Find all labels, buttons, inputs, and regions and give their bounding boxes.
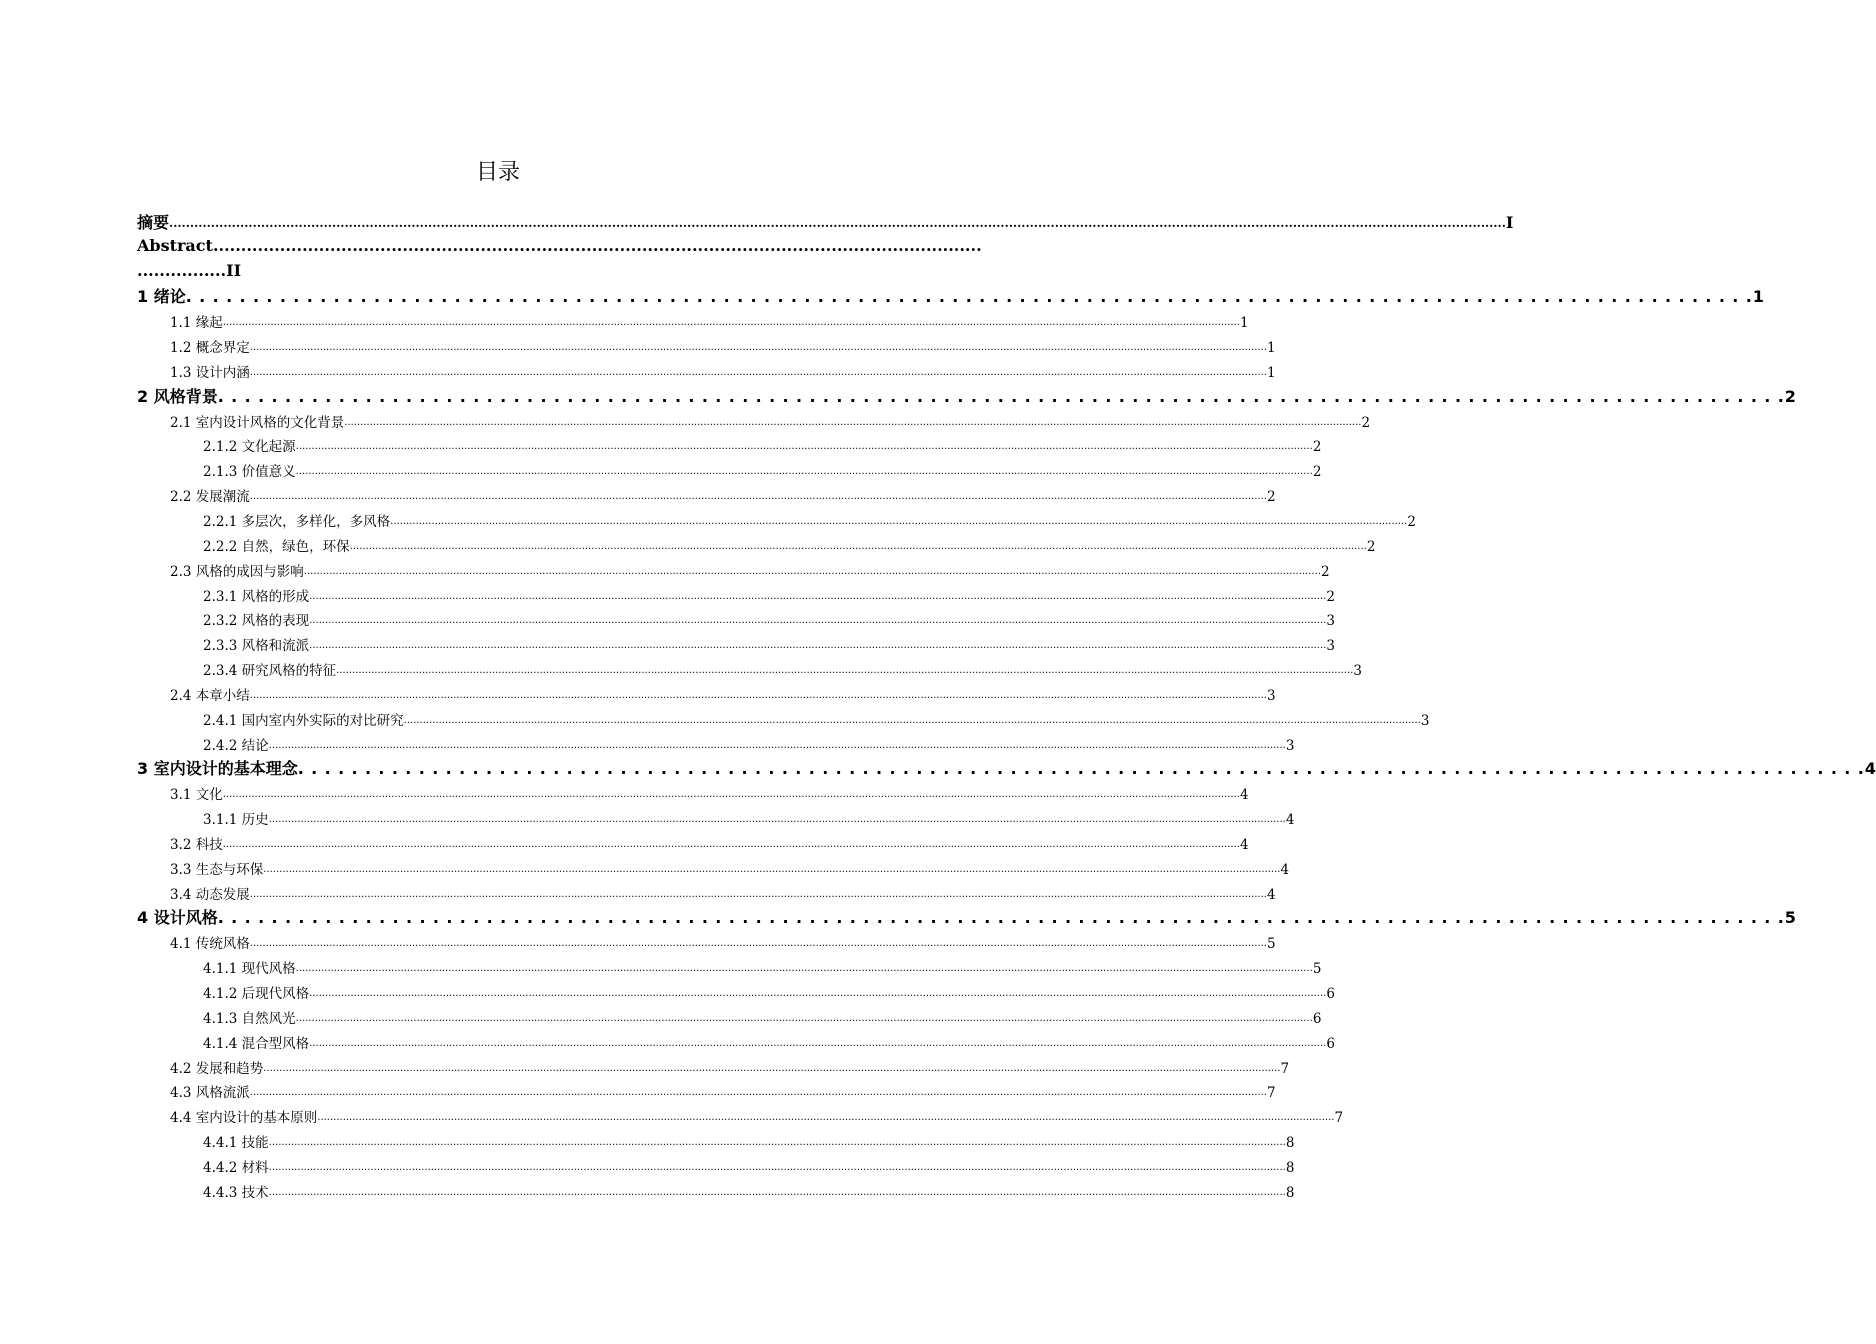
dot-leader [390, 512, 1407, 532]
toc-entry-title: 2.3.1 风格的形成 [203, 588, 310, 605]
toc-entry-page: 1 [1266, 364, 1276, 381]
toc-entry[interactable] [137, 408, 1371, 433]
dot-leader [250, 487, 1267, 507]
dot-leader [309, 611, 1326, 631]
toc-entry-page: 7 [1334, 1110, 1344, 1127]
dot-leader [223, 835, 1240, 855]
dot-leader [296, 462, 1313, 482]
toc-entry-title: 4.1 传统风格 [170, 936, 250, 953]
toc-entry-title: 4.2 发展和趋势 [170, 1060, 264, 1077]
toc-entry[interactable] [137, 507, 1416, 532]
toc-entry-title: 2.1.3 价值意义 [203, 464, 296, 481]
toc-entry-page: II [226, 260, 242, 280]
toc-entry[interactable] [137, 582, 1335, 607]
toc-entry[interactable] [137, 607, 1335, 632]
toc-entry[interactable] [137, 756, 1876, 781]
toc-entry-page: 2 [1326, 588, 1335, 605]
toc-entry-title: 3.1.1 历史 [203, 812, 269, 829]
toc-entry[interactable] [137, 805, 1295, 830]
toc-entry-page: 2 [1320, 563, 1330, 580]
toc-entry-page: 2 [1784, 386, 1796, 406]
dot-leader [317, 1108, 1334, 1128]
toc-entry-page: 3 [1420, 712, 1430, 729]
toc-entry-title: Abstract [137, 235, 213, 255]
toc-entry-title: 3.4 动态发展 [170, 886, 250, 903]
toc-entries [137, 284, 1876, 1203]
toc-entry-page: 2 [1366, 538, 1376, 555]
toc-entry[interactable] [137, 433, 1322, 458]
toc-entry-title: 2.4.2 结论 [203, 737, 269, 754]
toc-entry-page: 1 [1266, 340, 1276, 357]
toc-entry[interactable] [137, 880, 1276, 905]
toc-entry-title: 2.1 室内设计风格的文化背景 [170, 414, 345, 431]
toc-entry-page: 6 [1326, 1035, 1335, 1052]
toc-entry-title: 2.4.1 国内室内外实际的对比研究 [203, 712, 404, 729]
toc-entry-title: 4.4.1 技能 [203, 1135, 269, 1152]
toc-entry[interactable] [137, 333, 1276, 358]
toc-entry-page: 8 [1285, 1135, 1295, 1152]
toc-entry-title: 3.2 科技 [170, 836, 223, 853]
toc-entry-page: 1 [1239, 315, 1249, 332]
toc-entry-title: 3 室内设计的基本理念 [137, 759, 298, 779]
dot-leader [269, 736, 1286, 756]
dot-leader-tail: ................ [137, 260, 227, 280]
toc-entry-page: 2 [1312, 464, 1322, 481]
toc-entry[interactable] [137, 1079, 1276, 1104]
toc-entry-title: 2.3 风格的成因与影响 [170, 563, 304, 580]
toc-entry-title: 2.3.2 风格的表现 [203, 613, 310, 630]
dot-leader [309, 1034, 1326, 1054]
toc-entry-page: 4 [1285, 812, 1295, 829]
toc-entry-title: 4 设计风格 [137, 908, 218, 928]
toc-entry-page: 2 [1361, 414, 1371, 431]
toc-entry-abstract-en[interactable] [137, 234, 982, 284]
toc-entry-page: 6 [1326, 986, 1335, 1002]
toc-entry-title: 3.1 文化 [170, 787, 223, 804]
dot-leader [269, 810, 1286, 830]
dot-leader [186, 286, 1753, 308]
toc-entry-page: 6 [1312, 1010, 1322, 1027]
toc-entry-title: 2.2 发展潮流 [170, 489, 250, 506]
dot-leader [296, 437, 1313, 457]
dot-leader [269, 1183, 1286, 1203]
toc-entry-page: 4 [1864, 759, 1876, 779]
dot-leader [269, 1158, 1286, 1178]
dot-leader [296, 959, 1313, 979]
toc-entry-title: 2.1.2 文化起源 [203, 439, 296, 456]
toc-entry[interactable] [137, 954, 1322, 979]
toc-entry-title: 4.1.3 自然风光 [203, 1010, 296, 1027]
toc-entry[interactable] [137, 1103, 1344, 1128]
dot-leader [404, 711, 1421, 731]
toc-entry[interactable] [137, 1029, 1335, 1054]
toc-entry-page: 3 [1266, 687, 1276, 704]
toc-entry-page: 5 [1266, 936, 1276, 953]
toc-entry[interactable] [137, 905, 1796, 930]
dot-leader [269, 1133, 1286, 1153]
dot-leader [250, 934, 1267, 954]
toc-entry[interactable] [137, 383, 1796, 408]
toc-entry-title: 2.3.3 风格和流派 [203, 638, 310, 655]
dot-leader [296, 1009, 1313, 1029]
toc-entry-page: 3 [1326, 638, 1335, 655]
toc-entry-title: 4.4.3 技术 [203, 1184, 269, 1201]
toc-entry[interactable] [137, 706, 1430, 731]
toc-entry-page: 5 [1312, 961, 1322, 978]
toc-entry-title: 4.4 室内设计的基本原则 [170, 1110, 318, 1127]
toc-entry[interactable] [137, 1054, 1290, 1079]
toc-entry-page: I [1505, 212, 1514, 232]
dot-leader [350, 537, 1367, 557]
dot-leader [250, 363, 1267, 383]
toc-entry[interactable] [137, 979, 1335, 1004]
toc-entry[interactable] [137, 1153, 1295, 1178]
dot-leader [263, 1059, 1280, 1079]
toc-entry-title: 4.4.2 材料 [203, 1159, 269, 1176]
toc-entry-title: 摘要 [137, 212, 170, 232]
toc-entry-page: 5 [1784, 908, 1796, 928]
toc-entry-title: 2.2.2 自然，绿色，环保 [203, 538, 350, 555]
toc-entry-page: 8 [1285, 1184, 1295, 1201]
dot-leader [218, 386, 1785, 408]
dot-leader [250, 1083, 1267, 1103]
toc-entry[interactable] [137, 532, 1376, 557]
toc-entry-page: 3 [1285, 737, 1295, 754]
toc-entry-page: 3 [1326, 613, 1335, 630]
toc-entry-page: 7 [1280, 1060, 1290, 1077]
toc-entry-title: 4.1.4 混合型风格 [203, 1035, 310, 1052]
dot-leader [169, 212, 1506, 234]
toc-entry-title: 4.1.2 后现代风格 [203, 986, 310, 1002]
toc-entry-title: 1.1 缘起 [170, 315, 223, 332]
dot-leader [250, 338, 1267, 358]
page-title: 目录 [475, 160, 520, 185]
dot-leader [263, 860, 1280, 880]
toc-entry[interactable] [137, 656, 1362, 681]
toc-entry-page: 8 [1285, 1159, 1295, 1176]
toc-entry-page: 4 [1266, 886, 1276, 903]
dot-leader [298, 758, 1865, 780]
toc-entry[interactable] [137, 457, 1322, 482]
toc-entry[interactable] [137, 631, 1335, 656]
toc-entry-page: 2 [1312, 439, 1322, 456]
toc-entry-page: 7 [1266, 1085, 1276, 1102]
toc-entry-title: 2 风格背景 [137, 386, 218, 406]
toc-entry-page: 3 [1353, 663, 1362, 680]
toc-entry-page: 2 [1266, 489, 1276, 506]
dot-leader [250, 686, 1267, 706]
toc-entry-title: 1.2 概念界定 [170, 340, 250, 357]
toc-entry[interactable] [137, 308, 1249, 333]
toc-entry[interactable] [137, 780, 1249, 805]
dot-leader [304, 562, 1321, 582]
toc-entry[interactable] [137, 482, 1276, 507]
toc-entry[interactable] [137, 358, 1276, 383]
toc-entry[interactable] [137, 830, 1249, 855]
dot-leader [309, 984, 1326, 1004]
toc-entry-title: 3.3 生态与环保 [170, 861, 264, 878]
dot-leader [309, 587, 1326, 607]
table-of-contents [137, 209, 1876, 1203]
toc-entry-page: 4 [1239, 787, 1249, 804]
toc-entry-page: 4 [1239, 836, 1249, 853]
toc-entry-title: 2.2.1 多层次，多样化，多风格 [203, 513, 391, 530]
toc-entry[interactable] [137, 557, 1330, 582]
dot-leader [250, 885, 1267, 905]
toc-entry-title: 4.1.1 现代风格 [203, 961, 296, 978]
toc-entry-title: 2.3.4 研究风格的特征 [203, 663, 337, 680]
dot-leader [344, 413, 1361, 433]
dot-leader [223, 313, 1240, 333]
toc-entry[interactable] [137, 1004, 1322, 1029]
toc-entry[interactable] [137, 929, 1276, 954]
toc-entry-title: 4.3 风格流派 [170, 1085, 250, 1102]
toc-entry[interactable] [137, 855, 1290, 880]
toc-entry[interactable] [137, 681, 1276, 706]
toc-entry-title: 1.3 设计内涵 [170, 364, 250, 381]
toc-entry-page: 4 [1280, 861, 1290, 878]
toc-entry-abstract-cn[interactable] [137, 209, 1514, 234]
toc-entry[interactable] [137, 284, 1764, 309]
dot-leader: .......................................................................................................................................... [212, 235, 982, 255]
toc-entry-title: 1 绪论 [137, 287, 186, 307]
toc-entry[interactable] [137, 1178, 1295, 1203]
dot-leader [218, 907, 1785, 929]
toc-entry-page: 1 [1752, 287, 1764, 307]
dot-leader [223, 785, 1240, 805]
dot-leader [309, 636, 1326, 656]
toc-entry-title: 2.4 本章小结 [170, 687, 250, 704]
toc-entry-page: 2 [1407, 513, 1416, 530]
toc-entry[interactable] [137, 731, 1295, 756]
toc-entry[interactable] [137, 1128, 1295, 1153]
dot-leader [336, 661, 1353, 681]
